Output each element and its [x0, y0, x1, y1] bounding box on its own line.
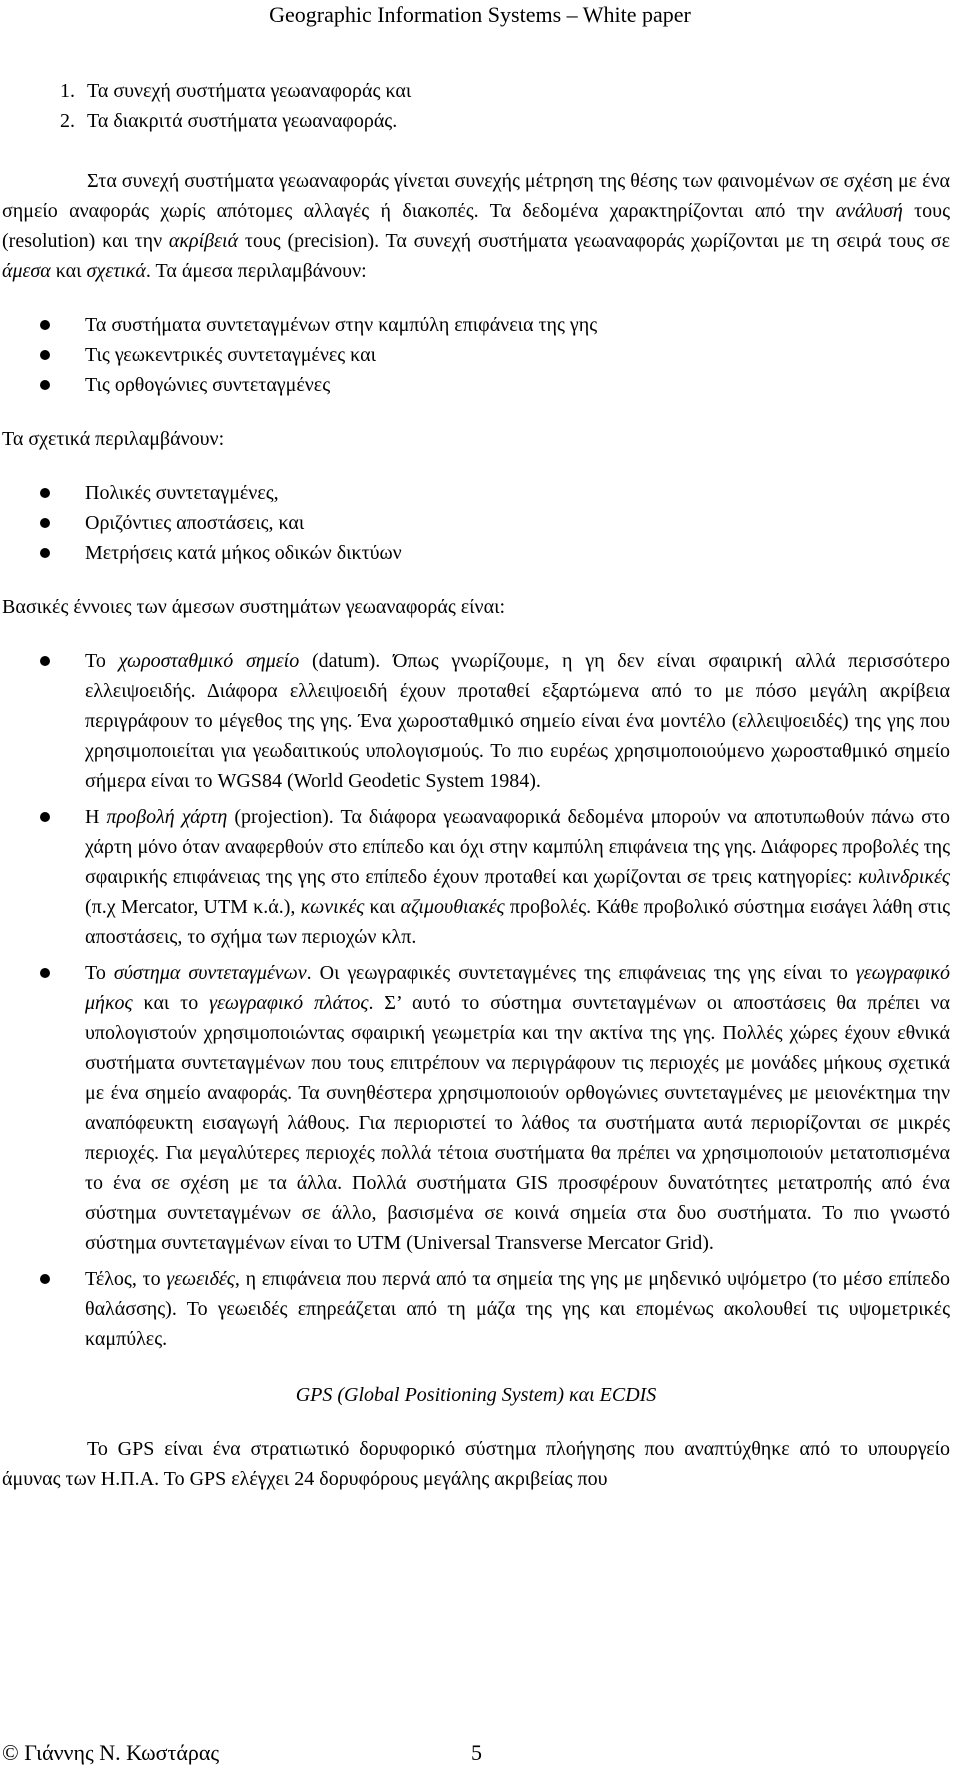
basic-concepts-list	[2, 646, 950, 1354]
spacer	[2, 454, 950, 478]
page-footer	[0, 1738, 960, 1768]
numbered-list	[2, 76, 950, 136]
basic-concepts-intro: Βασικές έννοιες των άμεσων συστημάτων γεωαναφοράς είναι:	[2, 596, 506, 618]
list-item-geoid: Τέλος, το γεωειδές, η επιφάνεια που περνά από τα σημεία της γης με μηδενικό υψόμετρο (το μέσο επίπεδο θαλάσσης). Το γεωειδές επηρεάζεται από τη μάζα της γης και επομένως ακολουθεί τις υψομετρικές καμπύλες.	[2, 1264, 950, 1354]
bullet-icon	[40, 488, 50, 498]
list-item: Οριζόντιες αποστάσεις, και	[2, 508, 950, 538]
page-header: Geographic Information Systems – White paper	[269, 2, 691, 27]
intro-paragraph: Στα συνεχή συστήματα γεωαναφοράς γίνεται συνεχής μέτρηση της θέσης των φαινομένων σε σχέση με ένα σημείο αναφοράς χωρίς απότομες αλλαγές ή διακοπές. Τα δεδομένα χαρακτηρίζονται από την ανάλυσή τους (resolution) και την ακρίβειά τους (precision). Τα συνεχή συστήματα γεωαναφοράς χωρίζονται με τη σειρά τους σε άμεσα και σχετικά. Τα άμεσα περιλαμβάνουν:	[2, 170, 951, 282]
list-item: Μετρήσεις κατά μήκος οδικών δικτύων	[2, 538, 950, 568]
relative-intro: Τα σχετικά περιλαμβάνουν:	[2, 428, 225, 450]
bullet-icon	[40, 1274, 50, 1284]
page-content	[0, 76, 950, 1494]
spacer	[2, 622, 950, 646]
list-item: 1. Τα συνεχή συστήματα γεωαναφοράς και	[60, 80, 412, 102]
list-item: Τις ορθογώνιες συντεταγμένες	[2, 370, 950, 400]
author-credit: © Γιάννης Ν. Κωστάρας	[2, 1740, 220, 1765]
spacer	[2, 400, 950, 424]
bullet-icon	[40, 548, 50, 558]
bullet-icon	[40, 320, 50, 330]
spacer	[2, 136, 950, 166]
list-item: Τα συστήματα συντεταγμένων στην καμπύλη επιφάνεια της γης	[2, 310, 950, 340]
gps-paragraph: Το GPS είναι ένα στρατιωτικό δορυφορικό σύστημα πλοήγησης που αναπτύχθηκε από το υπουργείο άμυνας των Η.Π.Α. Το GPS ελέγχει 24 δορυφόρους μεγάλης ακριβείας που	[2, 1438, 950, 1490]
list-item-coordinates: Το σύστημα συντεταγμένων. Οι γεωγραφικές συντεταγμένες της επιφάνειας της γης είναι το γεωγραφικό μήκος και το γεωγραφικό πλάτος. Σ’ αυτό το σύστημα συντεταγμένων οι αποστάσεις θα πρέπει να υπολογιστούν χρησιμοποιώντας σφαιρική γεωμετρία και την ακτίνα της γης. Πολλές χώρες έχουν εθνικά συστήματα συντεταγμένων που τους επιτρέπουν να περιγράφουν τις περιοχές με μονάδες μήκους σχετικά με ένα σημείο αναφοράς. Τα συνηθέστερα χρησιμοποιούν ορθογώνιες συντεταγμένες με μειονέκτημα την αναπόφευκτη εισαγωγή λάθους. Για περιοριστεί το λάθος τα συστήματα αυτά περιορίζονται σε μικρές περιοχές. Για μεγαλύτερες περιοχές πολλά τέτοια συστήματα θα πρέπει να χρησιμοποιούν μετατοπισμένα το ένα σε σχέση με τα άλλα. Πολλά συστήματα GIS προσφέρουν δυνατότητες μετατροπής από ένα σύστημα συντεταγμένων σε άλλο, βασισμένα σε κοινά σημεία στα δυο συστήματα. Το πιο γνωστό σύστημα συντεταγμένων είναι το UTM (Universal Transverse Mercator Grid).	[2, 958, 950, 1258]
absolute-systems-list	[2, 310, 950, 400]
bullet-icon	[40, 656, 50, 666]
spacer	[2, 286, 950, 310]
bullet-icon	[40, 350, 50, 360]
section-heading-gps: GPS (Global Positioning System) και ECDIS	[295, 1384, 657, 1406]
bullet-icon	[40, 968, 50, 978]
list-item-datum: Το χωροσταθμικό σημείο (datum). Όπως γνωρίζουμε, η γη δεν είναι σφαιρική αλλά περισσότερο ελλειψοειδής. Διάφορα ελλειψοειδή έχουν προταθεί εξαρτώμενα από το με πόσο μεγάλη ακρίβεια περιγράφουν το μέγεθος της γης. Ένα χωροσταθμικό σημείο είναι ένα μοντέλο (ελλειψοειδές) της γης που χρησιμοποιείται για γεωδαιτικούς υπολογισμούς. Το πιο ευρέως χρησιμοποιούμενο χωροσταθμικό σημείο σήμερα είναι το WGS84 (World Geodetic System 1984).	[2, 646, 950, 796]
bullet-icon	[40, 812, 50, 822]
list-item: 2. Τα διακριτά συστήματα γεωαναφοράς.	[60, 110, 398, 132]
list-item-projection: Η προβολή χάρτη (projection). Τα διάφορα γεωαναφορικά δεδομένα μπορούν να αποτυπωθούν πάνω στο χάρτη μόνο όταν αναφερθούν στο επίπεδο και όχι στην καμπύλη επιφάνεια της γης. Διάφορες προβολές της σφαιρικής επιφάνειας της γης στο επίπεδο έχουν προταθεί και χωρίζονται σε τρεις κατηγορίες: κυλινδρικές (π.χ Mercator, UTM κ.ά.), κωνικές και αζιμουθιακές προβολές. Κάθε προβολικό σύστημα εισάγει λάθη στις αποστάσεις, το σχήμα των περιοχών κλπ.	[2, 802, 950, 952]
page-number: 5	[471, 1740, 482, 1765]
list-item: Τις γεωκεντρικές συντεταγμένες και	[2, 340, 950, 370]
list-item: Πολικές συντεταγμένες,	[2, 478, 950, 508]
spacer	[2, 568, 950, 592]
relative-systems-list	[2, 478, 950, 568]
bullet-icon	[40, 518, 50, 528]
bullet-icon	[40, 380, 50, 390]
